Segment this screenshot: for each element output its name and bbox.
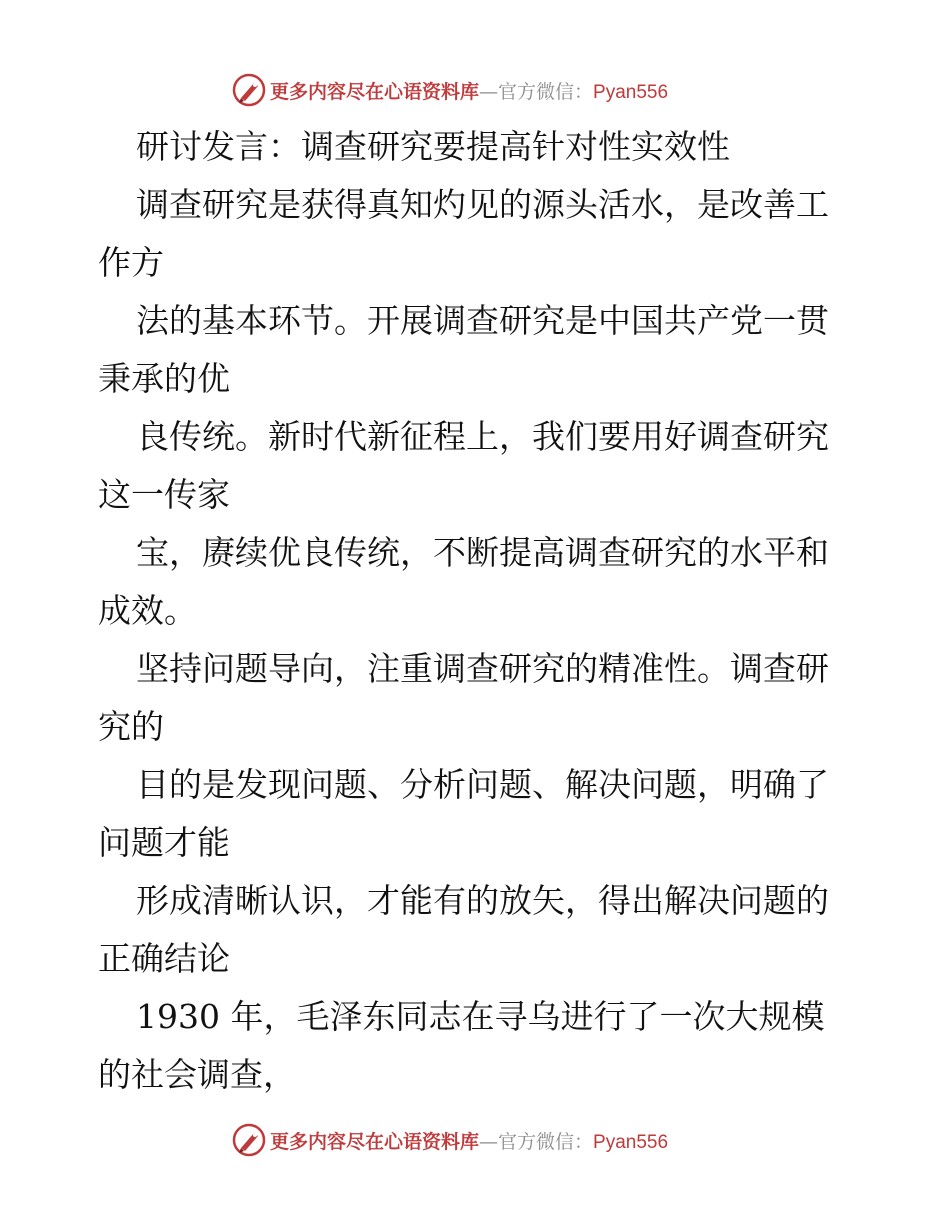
- banner-brand: 更多内容尽在心语资料库: [270, 1130, 480, 1153]
- text-line: 这一传家: [98, 475, 230, 514]
- text-line: 正确结论: [98, 939, 230, 978]
- text-line: 法的基本环节。开展调查研究是中国共产党一贯: [136, 301, 829, 340]
- text-line: 研讨发言：调查研究要提高针对性实效性: [136, 127, 730, 166]
- text-line: 目的是发现问题、分析问题、解决问题，明确了: [136, 765, 829, 804]
- text-line: 形成清晰认识，才能有的放矢，得出解决问题的: [136, 881, 829, 920]
- text-line: 宝，赓续优良传统，不断提高调查研究的水平和: [136, 533, 829, 572]
- header-banner: [232, 70, 668, 110]
- text-line: 究的: [98, 707, 164, 746]
- banner-text: [270, 77, 668, 104]
- text-line: 秉承的优: [98, 359, 230, 398]
- pen-logo-icon: [232, 73, 266, 107]
- text-line: 调查研究是获得真知灼见的源头活水，是改善工: [136, 185, 829, 224]
- banner-dash: —: [479, 80, 499, 103]
- footer-banner: [232, 1120, 668, 1160]
- text-line: 作方: [98, 243, 164, 282]
- banner-dash: —: [479, 1130, 499, 1153]
- banner-text: [270, 1127, 668, 1154]
- banner-brand: 更多内容尽在心语资料库: [270, 80, 480, 103]
- banner-label: 官方微信：: [498, 1130, 594, 1153]
- text-line: 成效。: [98, 591, 197, 630]
- text-line: 坚持问题导向，注重调查研究的精准性。调查研: [136, 649, 829, 688]
- banner-wechat-id: Pyan556: [593, 1131, 669, 1153]
- text-line: 问题才能: [98, 823, 230, 862]
- text-line: 良传统。新时代新征程上，我们要用好调查研究: [136, 417, 829, 456]
- document-body: [98, 118, 858, 1104]
- text-line: 的社会调查，: [98, 1055, 296, 1094]
- banner-label: 官方微信：: [498, 80, 594, 103]
- pen-logo-icon: [232, 1123, 266, 1157]
- text-line: 1930 年，毛泽东同志在寻乌进行了一次大规模: [136, 997, 825, 1036]
- banner-wechat-id: Pyan556: [593, 81, 669, 103]
